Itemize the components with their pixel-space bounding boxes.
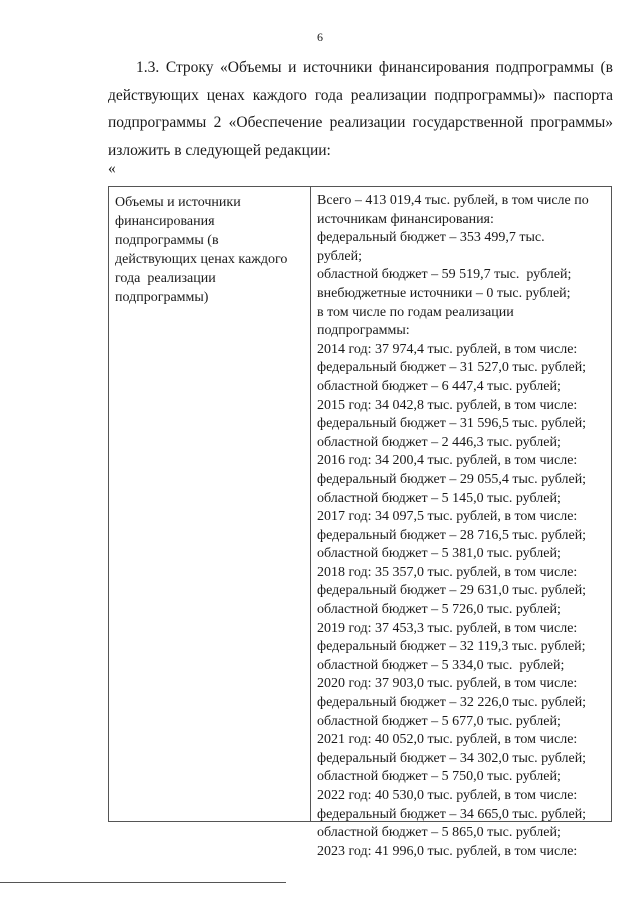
- value-line: 2017 год: 34 097,5 тыс. рублей, в том числе:: [317, 509, 578, 525]
- value-line: 2019 год: 37 453,3 тыс. рублей, в том числе:: [317, 620, 578, 636]
- value-line: 2014 год: 37 974,4 тыс. рублей, в том числе:: [317, 341, 578, 357]
- value-line: федеральный бюджет – 34 665,0 тыс. рублей;: [317, 806, 587, 822]
- label-line: года реализации: [115, 271, 216, 286]
- value-line: областной бюджет – 5 677,0 тыс. рублей;: [317, 713, 561, 729]
- value-line: областной бюджет – 5 750,0 тыс. рублей;: [317, 769, 561, 785]
- value-line: федеральный бюджет – 28 716,5 тыс. рублей;: [317, 527, 587, 543]
- value-line: рублей;: [317, 248, 362, 264]
- funding-table: [108, 186, 612, 859]
- value-line: федеральный бюджет – 31 596,5 тыс. рублей;: [317, 416, 587, 432]
- value-line: областной бюджет – 5 334,0 тыс. рублей;: [317, 657, 565, 673]
- value-line: областной бюджет – 5 726,0 тыс. рублей;: [317, 602, 561, 618]
- value-line: областной бюджет – 5 865,0 тыс. рублей;: [317, 825, 561, 841]
- value-line: источникам финансирования:: [317, 211, 494, 227]
- value-line: федеральный бюджет – 32 119,3 тыс. рублей;: [317, 639, 586, 655]
- value-line: федеральный бюджет – 31 527,0 тыс. рублей;: [317, 360, 587, 376]
- opening-quote-mark: «: [108, 160, 116, 177]
- label-line: финансирования: [115, 214, 215, 229]
- value-line: подпрограммы:: [317, 323, 410, 339]
- label-line: действующих ценах каждого: [115, 252, 288, 267]
- label-line: подпрограммы): [115, 290, 209, 305]
- value-line: областной бюджет – 2 446,3 тыс. рублей;: [317, 434, 561, 450]
- value-line: областной бюджет – 5 381,0 тыс. рублей;: [317, 546, 561, 562]
- intro-paragraph: [108, 54, 613, 164]
- value-line: в том числе по годам реализации: [317, 304, 514, 320]
- value-line: федеральный бюджет – 29 631,0 тыс. рублей;: [317, 583, 587, 599]
- value-line: 2016 год: 34 200,4 тыс. рублей, в том числе:: [317, 453, 578, 469]
- footnote-rule: [0, 882, 286, 883]
- value-line: федеральный бюджет – 34 302,0 тыс. рублей;: [317, 750, 587, 766]
- intro-line: подпрограммы 2 «Обеспечение реализации государственной программы»: [108, 114, 613, 131]
- label-line: подпрограммы (в: [115, 233, 219, 248]
- value-line: федеральный бюджет – 32 226,0 тыс. рублей;: [317, 695, 587, 711]
- value-line: 2023 год: 41 996,0 тыс. рублей, в том числе:: [317, 843, 578, 859]
- value-line: федеральный бюджет – 353 499,7 тыс.: [317, 230, 545, 246]
- value-line: 2020 год: 37 903,0 тыс. рублей, в том числе:: [317, 676, 578, 692]
- value-line: федеральный бюджет – 29 055,4 тыс. рублей;: [317, 471, 587, 487]
- value-line: областной бюджет – 6 447,4 тыс. рублей;: [317, 378, 561, 394]
- value-line: областной бюджет – 5 145,0 тыс. рублей;: [317, 490, 561, 506]
- intro-line: действующих ценах каждого года реализации подпрограммы)» паспорта: [108, 86, 613, 104]
- value-line: 2022 год: 40 530,0 тыс. рублей, в том числе:: [317, 788, 578, 803]
- page-number: 6: [317, 30, 323, 44]
- table-label-cell: [109, 187, 311, 821]
- value-line: внебюджетные источники – 0 тыс. рублей;: [317, 285, 571, 301]
- table-value-cell: [311, 187, 611, 859]
- label-line: Объемы и источники: [115, 195, 241, 210]
- value-line: 2021 год: 40 052,0 тыс. рублей, в том числе:: [317, 732, 578, 748]
- intro-line: 1.3. Строку «Объемы и источники финансирования подпрограммы (в: [136, 59, 613, 76]
- value-line: Всего – 413 019,4 тыс. рублей, в том числе по: [317, 193, 589, 208]
- value-line: областной бюджет – 59 519,7 тыс. рублей;: [317, 267, 572, 283]
- intro-line: изложить в следующей редакции:: [108, 141, 331, 159]
- value-line: 2015 год: 34 042,8 тыс. рублей, в том числе:: [317, 397, 578, 413]
- value-line: 2018 год: 35 357,0 тыс. рублей, в том числе:: [317, 564, 578, 580]
